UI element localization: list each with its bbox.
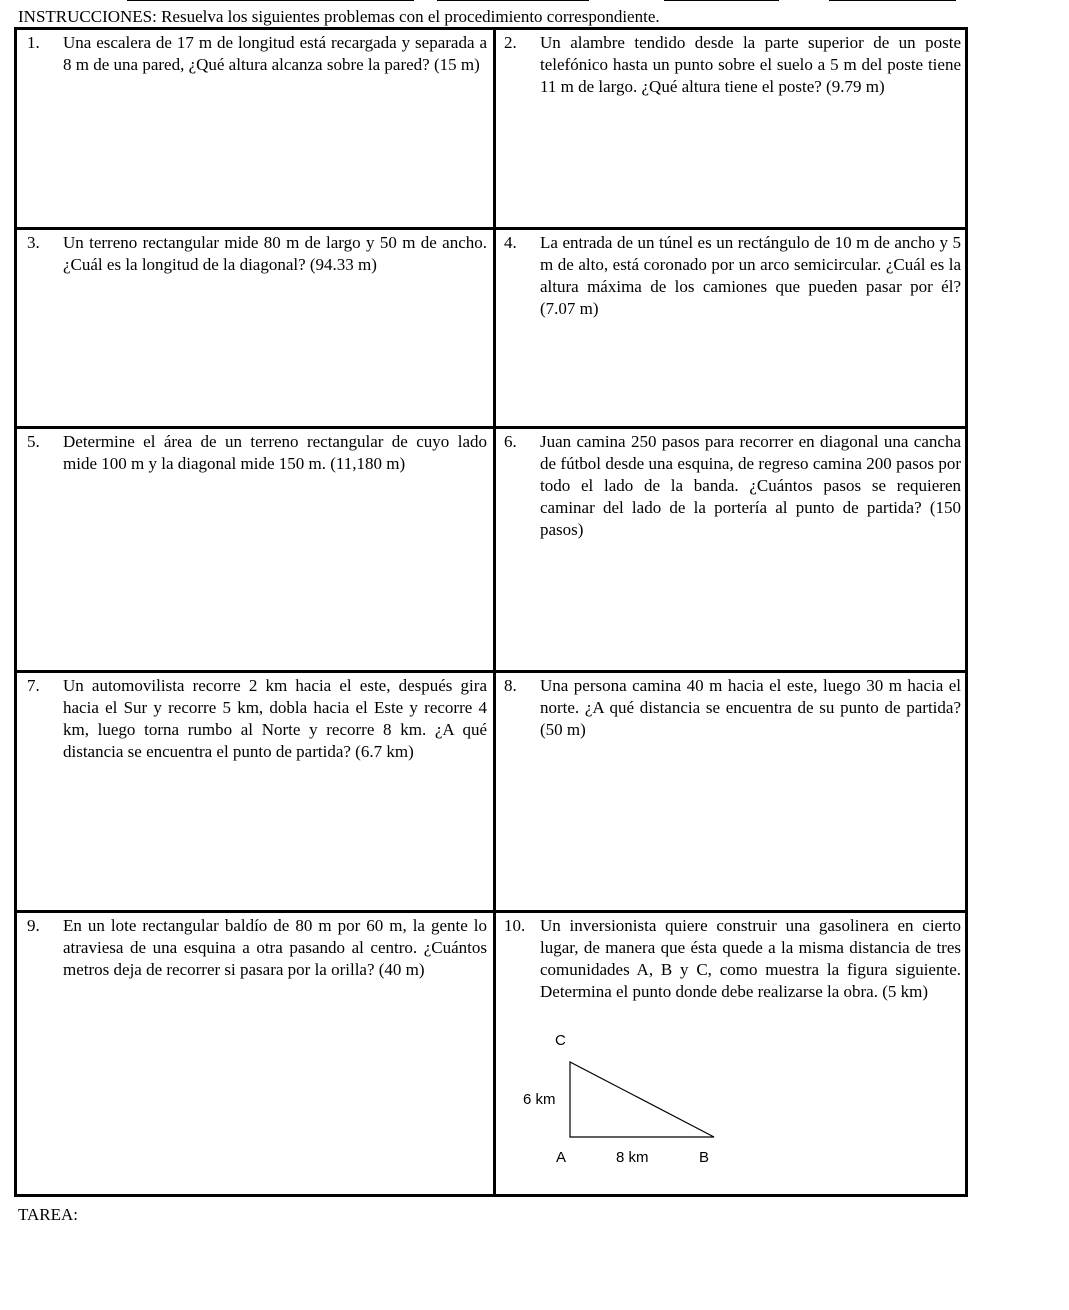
problem-number: 4. [504,233,517,252]
vertex-c-label: C [555,1032,566,1049]
problem-text: Determine el área de un terreno rectangular de cuyo lado mide 100 m y la diagonal mide 150 m. (11,180 m) [63,432,487,473]
problem-cell-1 [17,30,493,76]
problem-cell-8 [496,673,965,741]
problem-number: 1. [27,33,40,52]
header-line-1 [127,0,414,1]
triangle-shape [570,1062,714,1137]
side-ac-label: 6 km [523,1091,556,1108]
triangle-figure [515,1030,725,1180]
header-line-4 [829,0,956,1]
vertex-b-label: B [699,1149,710,1166]
problem-cell-3 [17,230,493,276]
problem-cell-10 [496,913,965,1003]
problem-number: 7. [27,676,40,695]
problem-text: Una escalera de 17 m de longitud está recargada y separada a 8 m de una pared, ¿Qué altura alcanza sobre la pared? (15 m) [63,33,487,74]
problem-text: Juan camina 250 pasos para recorrer en diagonal una cancha de fútbol desde una esquina, de regreso camina 200 pasos por todo el lado de la banda. ¿Cuántos pasos se requieren caminar del lado de la portería al punto de partida? (150 pasos) [540,432,961,539]
problem-number: 2. [504,33,517,52]
tarea-label: TAREA: [18,1205,79,1224]
problem-cell-7 [17,673,493,763]
grid-divider-vertical [493,30,496,1194]
problem-number: 5. [27,432,40,451]
problem-number: 9. [27,916,40,935]
instructions-text: INSTRUCCIONES: Resuelva los siguientes problemas con el procedimiento correspondiente. [18,7,660,26]
problem-text: Un alambre tendido desde la parte superior de un poste telefónico hasta un punto sobre el suelo a 5 m del poste tiene 11 m de largo. ¿Qué altura tiene el poste? (9.79 m) [540,33,961,96]
problem-text: Un terreno rectangular mide 80 m de largo y 50 m de ancho. ¿Cuál es la longitud de la diagonal? (94.33 m) [63,233,487,274]
problem-text: Un inversionista quiere construir una gasolinera en cierto lugar, de manera que ésta quede a la misma distancia de tres comunidades A, B y C, como muestra la figura siguiente. Determina el punto donde debe realizarse la obra. (5 km) [540,916,961,1001]
problem-cell-9 [17,913,493,981]
problem-cell-2 [496,30,965,98]
problem-grid [14,27,968,1197]
problem-cell-4 [496,230,965,320]
vertex-a-label: A [556,1149,567,1166]
problem-cell-6 [496,429,965,541]
problem-number: 10. [504,916,526,935]
problem-number: 6. [504,432,517,451]
problem-number: 3. [27,233,40,252]
side-ab-label: 8 km [616,1149,649,1166]
header-line-3 [664,0,779,1]
problem-text: En un lote rectangular baldío de 80 m por 60 m, la gente lo atraviesa de una esquina a otra pasando al centro. ¿Cuántos metros deja de recorrer si pasara por la orilla? (40 m) [63,916,487,979]
problem-number: 8. [504,676,517,695]
problem-text: Una persona camina 40 m hacia el este, luego 30 m hacia el norte. ¿A qué distancia se encuentra de su punto de partida? (50 m) [540,676,961,739]
header-line-2 [437,0,589,1]
problem-text: Un automovilista recorre 2 km hacia el este, después gira hacia el Sur y recorre 5 km, dobla hacia el Este y recorre 4 km, luego torna rumbo al Norte y recorre 8 km. ¿A qué distancia se encuentra el punto de partida? (6.7 km) [63,676,487,761]
problem-text: La entrada de un túnel es un rectángulo de 10 m de ancho y 5 m de alto, está coronado por un arco semicircular. ¿Cuál es la altura máxima de los camiones que pueden pasar por él? (7.07 m) [540,233,961,318]
problem-cell-5 [17,429,493,475]
